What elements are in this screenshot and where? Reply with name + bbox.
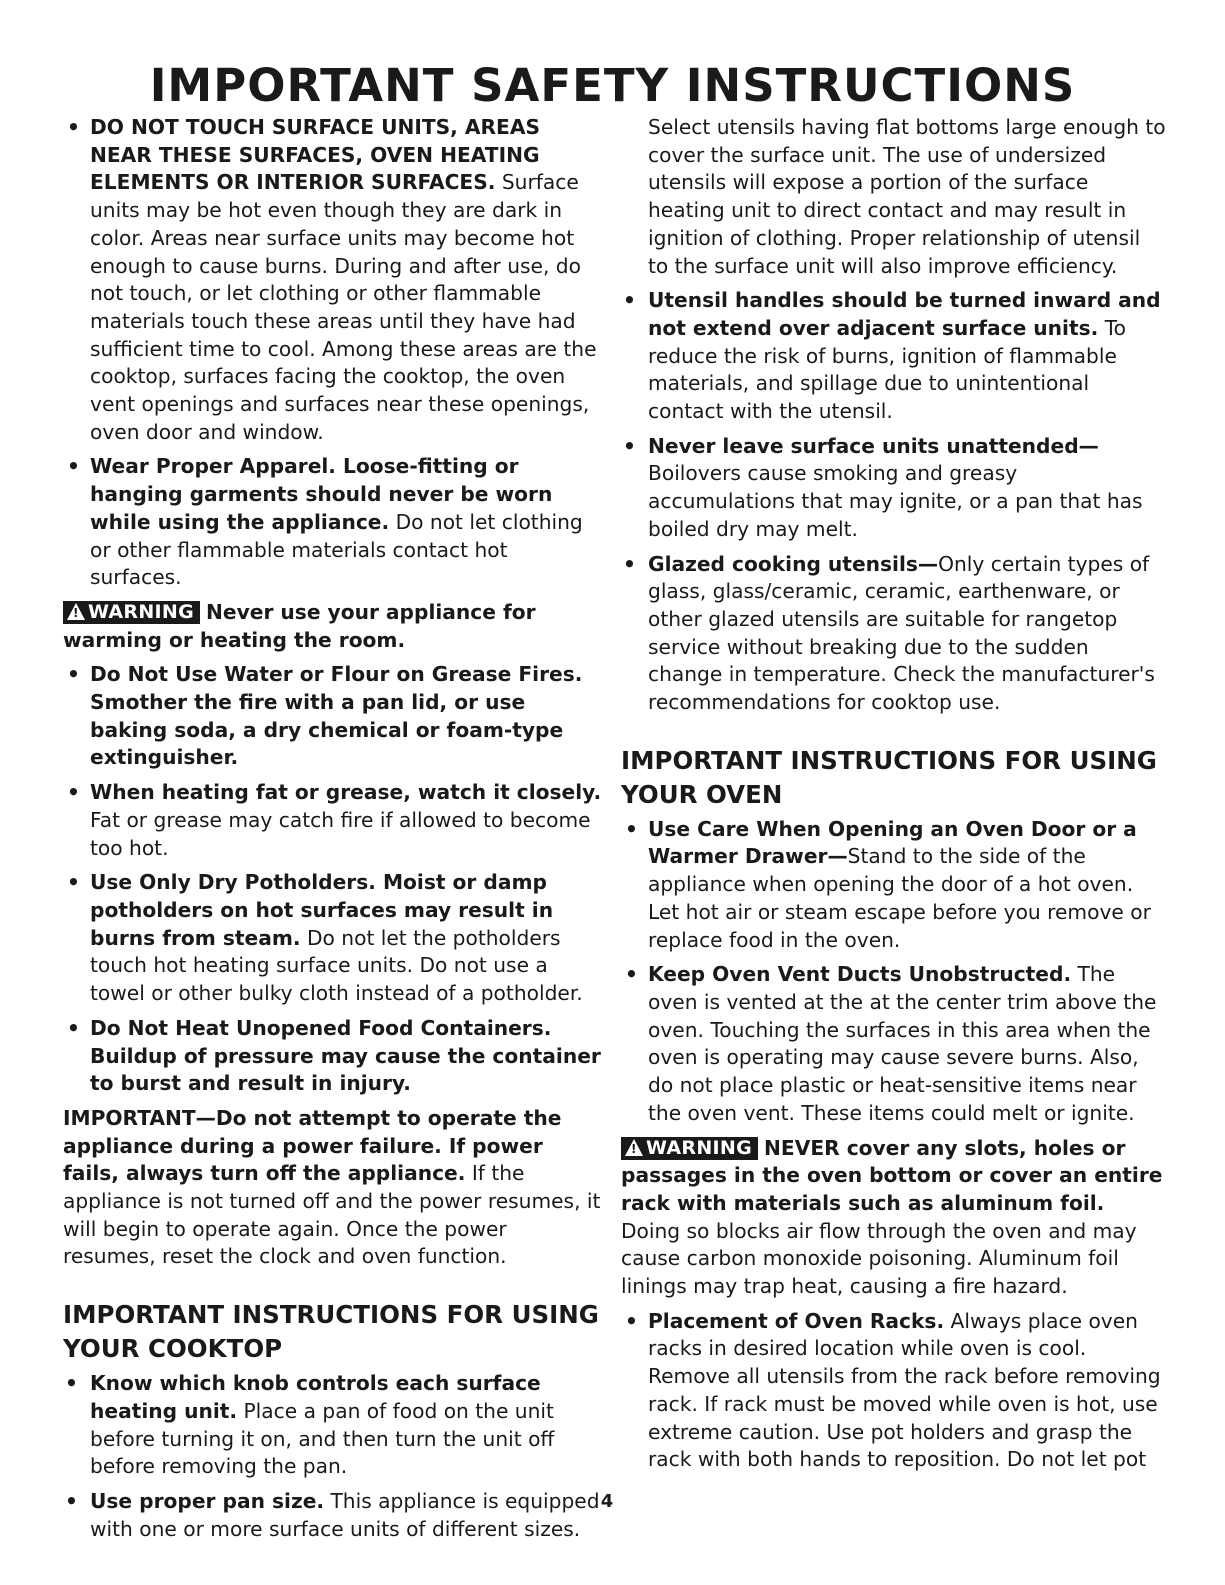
list-item: [63, 1488, 603, 1543]
list-item: [63, 869, 603, 1008]
item-heading: Do Not Heat Unopened Food Containers. Buildup of pressure may cause the container to burst and result in injury.: [90, 1015, 601, 1096]
item-text: Fat or grease may catch fire if allowed to become too hot.: [90, 807, 591, 860]
list-item: [621, 287, 1166, 426]
warning-text: Never use your appliance for warming or heating the room.: [63, 599, 536, 652]
warning-triangle-icon: [625, 1139, 643, 1156]
bullet-icon: •: [67, 870, 80, 895]
item-heading: When heating fat or grease, watch it closely.: [90, 780, 602, 805]
warning-paragraph: [621, 1135, 1166, 1301]
item-heading: Never leave surface units unattended—: [648, 433, 1099, 458]
item-heading: Use Only Dry Potholders. Moist or damp potholders on hot surfaces may result in burns from steam.: [90, 870, 554, 950]
bullet-icon: •: [65, 1371, 78, 1396]
list-item: [621, 816, 1166, 955]
item-heading: DO NOT TOUCH SURFACE UNITS, AREAS NEAR THESE SURFACES, OVEN HEATING ELEMENTS OR INTERIOR SURFACES.: [90, 115, 540, 195]
item-text: Select utensils having flat bottoms large enough to cover the surface unit. The use of undersized utensils will expose a portion of the surface heating unit to direct contact and may result in ignition of clothing. Proper relationship of utensil to the surface unit will also improve efficiency.: [648, 115, 1166, 278]
bullet-icon: •: [623, 551, 636, 576]
item-heading: Wear Proper Apparel. Loose-fitting or hanging garments should never be worn while using the appliance.: [90, 454, 553, 534]
bullet-icon: •: [623, 288, 636, 313]
important-text: If the appliance is not turned off and the power resumes, it will begin to operate again. Once the power resumes, reset the clock and oven function.: [63, 1161, 601, 1269]
item-heading: Know which knob controls each surface heating unit.: [90, 1371, 541, 1423]
item-heading: Utensil handles should be turned inward and not extend over adjacent surface units.: [648, 288, 1161, 340]
item-text: Surface units may be hot even though they are dark in color. Areas near surface units may become hot enough to cause burns. During and after use, do not touch, or let clothing or other flammable materials touch these areas until they have had sufficient time to cool. Among these areas are the cooktop, surfaces facing the cooktop, the oven vent openings and surfaces near these openings, oven door and window.: [90, 170, 597, 444]
item-text: Stand to the side of the appliance when opening the door of a hot oven. Let hot air or steam escape before you remove or replace food in the oven.: [648, 844, 1151, 952]
list-item: [621, 551, 1166, 717]
item-text: Place a pan of food on the unit before turning it on, and then turn the unit off before removing the pan.: [90, 1398, 555, 1479]
warning-badge: !WARNING: [63, 601, 200, 624]
warning-paragraph: [63, 599, 603, 654]
list-item: [63, 453, 603, 592]
item-heading: Use Care When Opening an Oven Door or a Warmer Drawer—: [648, 816, 1137, 869]
list-item: [621, 961, 1166, 1127]
important-paragraph: [63, 1105, 603, 1271]
item-heading: Keep Oven Vent Ducts Unobstructed.: [648, 962, 1072, 987]
item-heading: Do Not Use Water or Flour on Grease Fires. Smother the fire with a pan lid, or use baking soda, a dry chemical or foam-type extinguisher.: [90, 662, 583, 770]
list-item: [63, 661, 603, 772]
list-item: [63, 1370, 603, 1481]
bullet-icon: •: [67, 1015, 80, 1040]
item-text: Do not let the potholders touch hot heating surface units. Do not use a towel or other bulky cloth instead of a potholder.: [90, 925, 583, 1006]
list-item: [63, 114, 603, 446]
item-text: Always place oven racks in desired location while oven is cool. Remove all utensils from the rack before removing rack. If rack must be moved while oven is hot, use extreme caution. Use pot holders and grasp the rack with both hands to reposition. Do not let pot: [648, 1308, 1161, 1472]
item-text: The oven is vented at the at the center trim above the oven. Touching the surfaces in this area when the oven is operating may cause severe burns. Also, do not place plastic or heat-sensitive items near the oven vent. These items could melt or ignite.: [648, 962, 1157, 1125]
right-column: [621, 114, 1166, 1481]
bullet-icon: •: [67, 662, 80, 687]
list-item: [63, 1015, 603, 1098]
bullet-icon: •: [625, 1308, 638, 1333]
page-number: 4: [600, 1491, 614, 1512]
warning-detail: Doing so blocks air flow through the oven and may cause carbon monoxide poisoning. Aluminum foil linings may trap heat, causing a fire hazard.: [621, 1218, 1137, 1299]
item-text: This appliance is equipped with one or more surface units of different sizes.: [90, 1488, 600, 1541]
item-text: Only certain types of glass, glass/ceramic, ceramic, earthenware, or other glazed utensils are suitable for rangetop service without breaking due to the sudden change in temperature. Check the manufacturer's recommendations for cooktop use.: [648, 551, 1155, 715]
important-heading: IMPORTANT—Do not attempt to operate the appliance during a power failure. If power fails, always turn off the appliance.: [63, 1105, 562, 1186]
item-text: Boilovers cause smoking and greasy accumulations that may ignite, or a pan that has boiled dry may melt.: [648, 461, 1143, 541]
continued-text: [621, 114, 1166, 280]
item-heading: Placement of Oven Racks.: [648, 1308, 945, 1333]
bullet-icon: •: [623, 433, 636, 458]
warning-badge: !WARNING: [621, 1137, 758, 1160]
section-heading-oven: IMPORTANT INSTRUCTIONS FOR USING YOUR OVEN: [621, 745, 1157, 809]
bullet-icon: •: [625, 816, 638, 841]
bullet-icon: •: [67, 454, 80, 479]
item-text: To reduce the risk of burns, ignition of flammable materials, and spillage due to unintentional contact with the utensil.: [648, 315, 1126, 424]
warning-text: NEVER cover any slots, holes or passages in the oven bottom or cover an entire rack with materials such as aluminum foil.: [621, 1135, 1163, 1215]
bullet-icon: •: [67, 115, 80, 139]
list-item: [63, 779, 603, 862]
item-heading: Glazed cooking utensils—: [648, 551, 939, 576]
bullet-icon: •: [625, 962, 638, 987]
page-title: IMPORTANT SAFETY INSTRUCTIONS: [149, 59, 1076, 112]
bullet-icon: •: [65, 1488, 78, 1513]
section-heading-cooktop: IMPORTANT INSTRUCTIONS FOR USING YOUR COOKTOP: [63, 1300, 599, 1364]
list-item: [621, 1308, 1166, 1474]
bullet-icon: •: [67, 780, 80, 805]
warning-triangle-icon: [67, 603, 85, 620]
item-text: Do not let clothing or other flammable materials contact hot surfaces.: [90, 509, 583, 590]
item-heading: Use proper pan size.: [90, 1488, 325, 1513]
list-item: [621, 433, 1166, 544]
left-column: [63, 114, 603, 1550]
